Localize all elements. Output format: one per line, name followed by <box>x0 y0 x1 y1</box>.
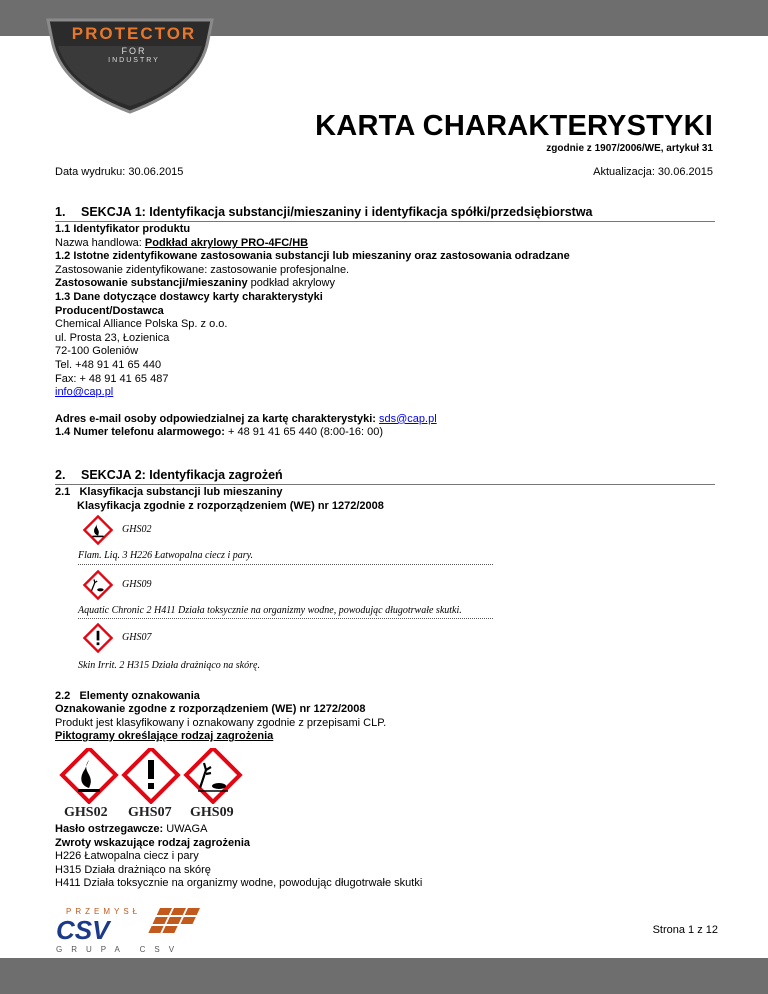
print-date: Data wydruku: 30.06.2015 <box>55 166 184 178</box>
emergency-value: + 48 91 41 65 440 (8:00-16: 00) <box>224 426 384 439</box>
section-2-number: 2. <box>55 468 66 482</box>
class-desc: Aquatic Chronic 2 H411 Działa toksycznie na organizmy wodne, powodując długotrwałe skutki. <box>78 605 462 616</box>
pictogram-label: GHS07 <box>128 805 172 820</box>
company-fax: Fax: + 48 91 41 65 487 <box>55 372 169 385</box>
producer-label: Producent/Dostawca <box>55 304 164 317</box>
s22-heading <box>55 690 200 704</box>
csv-top-text: PRZEMYSŁ <box>66 907 142 916</box>
hazard-statements <box>55 823 715 891</box>
emergency-label: 1.4 Numer telefonu alarmowego: <box>55 426 225 439</box>
class-desc: Flam. Liq. 3 H226 Łatwopalna ciecz i pary. <box>78 550 253 561</box>
sds-label: Adres e-mail osoby odpowiedzialnej za kartę charakterystyki: <box>55 412 380 425</box>
emergency-line <box>55 426 715 440</box>
pictogram-label: GHS09 <box>190 805 234 820</box>
hazard-statement: H226 Łatwopalna ciecz i pary <box>55 850 199 863</box>
label-text: Produkt jest klasyfikowany i oznakowany zgodnie z przepisami CLP. <box>55 716 387 729</box>
class-desc: Skin Irrit. 2 H315 Działa drażniąco na skórę. <box>78 660 260 671</box>
section-1-heading <box>55 205 715 222</box>
logo-for-text: FOR <box>121 46 147 56</box>
flame-icon <box>62 748 116 802</box>
environment-icon <box>186 748 240 802</box>
exclamation-icon <box>124 748 178 802</box>
page-number: Strona 1 z 12 <box>652 924 718 936</box>
classification-list <box>78 514 498 684</box>
csv-mark-text: CSV <box>56 915 110 945</box>
csv-group-logo <box>52 906 232 954</box>
hazard-statement: H411 Działa toksycznie na organizmy wodne, powodując długotrwałe skutki <box>55 877 423 890</box>
trade-name-line <box>55 237 715 251</box>
class-code: GHS07 <box>122 632 152 643</box>
section-2-title: SEKCJA 2: Identyfikacja zagrożeń <box>81 468 283 482</box>
trade-name-label: Nazwa handlowa: <box>55 236 145 249</box>
company-email-link[interactable]: info@cap.pl <box>55 386 114 399</box>
s12-heading: 1.2 Istotne zidentyfikowane zastosowania substancji lub mieszaniny oraz zastosowania odradzane <box>55 250 570 263</box>
s13-heading: 1.3 Dane dotyczące dostawcy karty charakterystyki <box>55 290 323 303</box>
s21-title: Klasyfikacja substancji lub mieszaniny <box>79 486 283 498</box>
hazard-heading: Zwroty wskazujące rodzaj zagrożenia <box>55 836 251 849</box>
exclamation-icon <box>80 622 116 654</box>
pictogram-row <box>58 748 248 804</box>
company-street: ul. Prosta 23, Łozienica <box>55 331 170 344</box>
use-line <box>55 277 715 291</box>
csv-bottom-text: GRUPA CSV <box>56 945 184 954</box>
sds-email-link[interactable]: sds@cap.pl <box>379 412 437 425</box>
label-heading: Oznakowanie zgodne z rozporządzeniem (WE) nr 1272/2008 <box>55 703 366 715</box>
update-date: Aktualizacja: 30.06.2015 <box>593 166 713 178</box>
use-label: Zastosowanie substancji/mieszaniny <box>55 277 248 290</box>
s21-heading <box>55 486 282 500</box>
label-elements <box>55 703 715 744</box>
signal-value: UWAGA <box>163 823 208 835</box>
company-name: Chemical Alliance Polska Sp. z o.o. <box>55 318 228 331</box>
company-tel: Tel. +48 91 41 65 440 <box>55 358 162 371</box>
signal-word-line <box>55 823 715 837</box>
signal-label: Hasło ostrzegawcze: <box>55 823 164 835</box>
document-title: KARTA CHARAKTERYSTYKI <box>315 110 713 142</box>
s22-title: Elementy oznakowania <box>79 690 200 702</box>
s22-number: 2.2 <box>55 690 71 702</box>
logo-industry-text: INDUSTRY <box>108 57 160 64</box>
company-city: 72-100 Goleniów <box>55 345 139 358</box>
section-1-number: 1. <box>55 205 66 219</box>
identified-use: Zastosowanie zidentyfikowane: zastosowanie profesjonalne. <box>55 263 350 276</box>
pictogram-label: GHS02 <box>64 805 108 820</box>
use-value: podkład akrylowy <box>247 277 335 290</box>
section-1-title: SEKCJA 1: Identyfikacja substancji/mieszaniny i identyfikacja spółki/przedsiębiorstwa <box>81 205 593 219</box>
section-2-heading <box>55 468 715 485</box>
hazard-statement: H315 Działa drażniąco na skórę <box>55 863 211 876</box>
flame-icon <box>80 514 116 546</box>
trade-name-value: Podkład akrylowy PRO-4FC/HB <box>144 236 309 249</box>
dotted-divider <box>78 564 493 565</box>
dotted-divider <box>78 618 493 619</box>
bottom-bar <box>0 958 768 994</box>
pictograms-heading: Piktogramy określające rodzaj zagrożenia <box>55 730 274 743</box>
class-code: GHS09 <box>122 579 152 590</box>
s21-subheading: Klasyfikacja zgodnie z rozporządzeniem (WE) nr 1272/2008 <box>77 500 384 512</box>
s21-number: 2.1 <box>55 486 71 498</box>
logo-brand-text: PROTECTOR <box>71 24 197 43</box>
class-code: GHS02 <box>122 524 152 535</box>
document-subtitle: zgodnie z 1907/2006/WE, artykuł 31 <box>546 143 713 154</box>
s11-heading: 1.1 Identyfikator produktu <box>55 223 191 235</box>
sds-line <box>55 413 715 427</box>
environment-icon <box>80 569 116 601</box>
section-1-body <box>55 223 715 440</box>
